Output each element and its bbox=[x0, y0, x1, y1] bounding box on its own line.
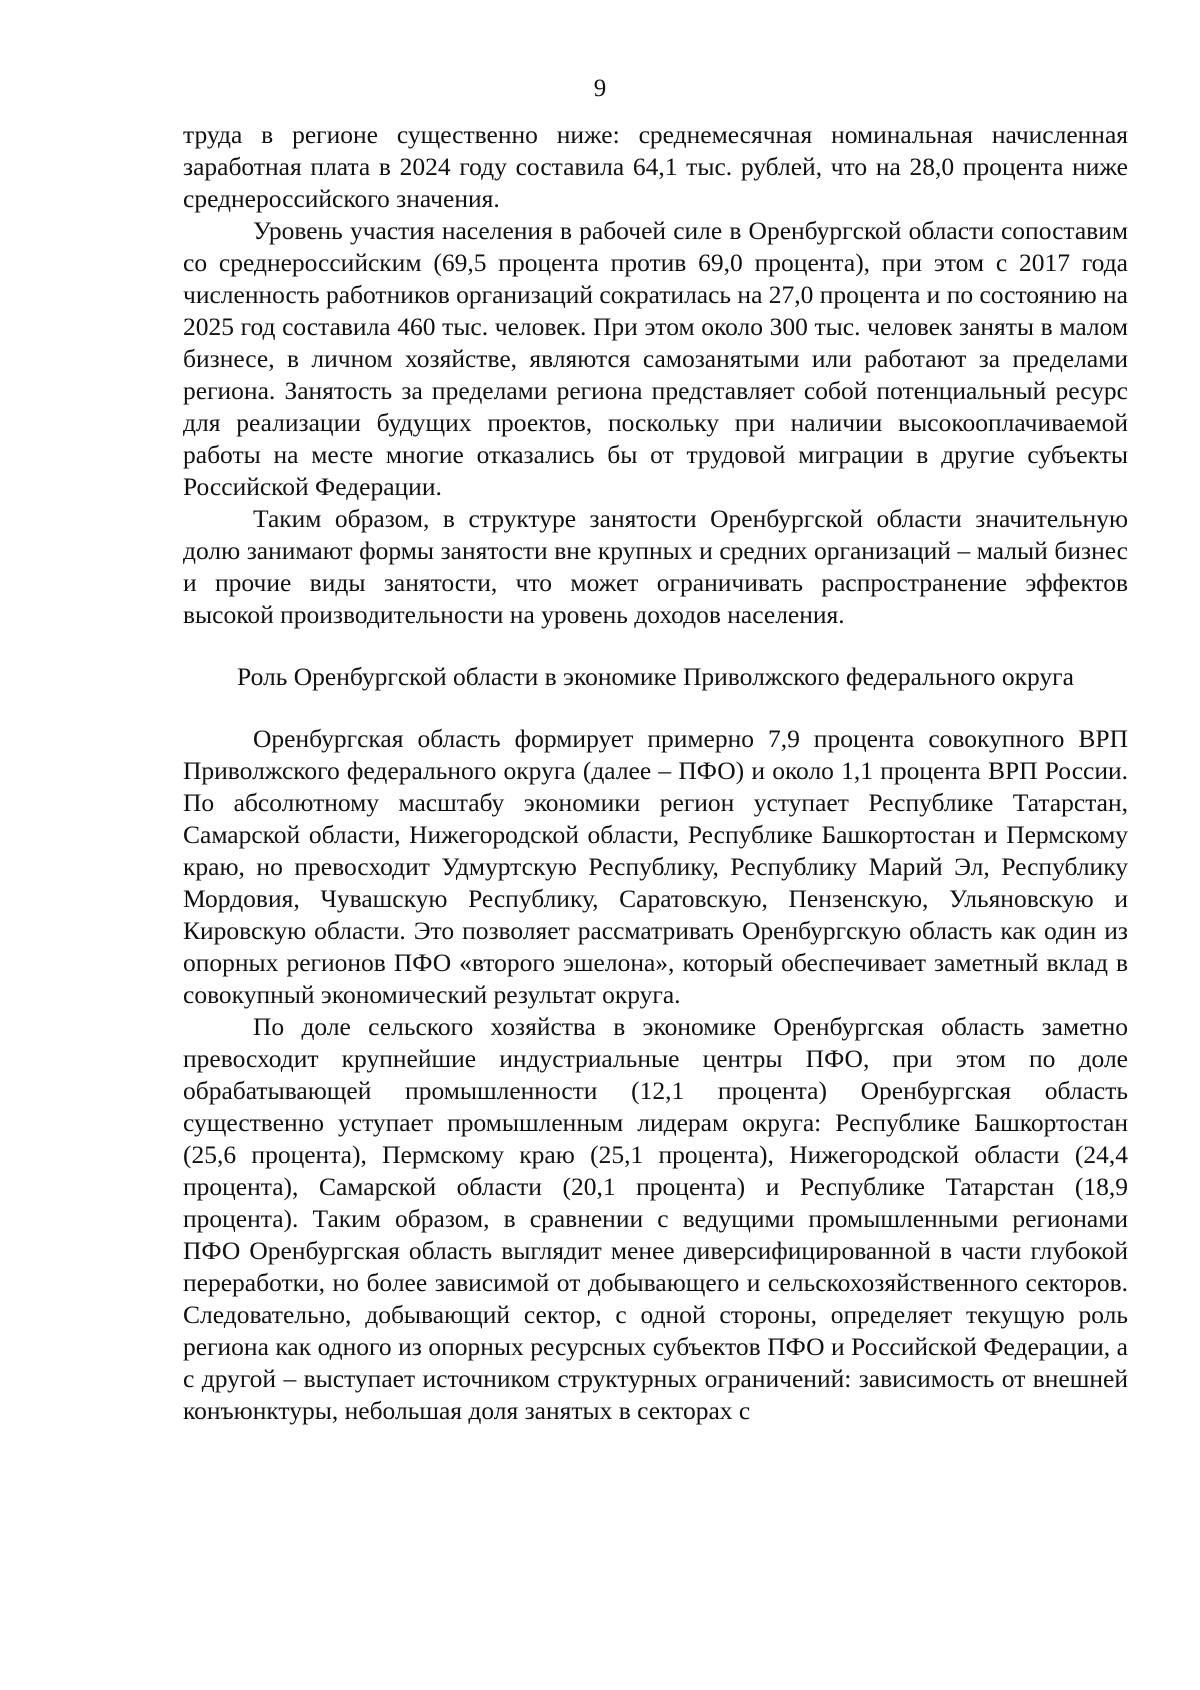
paragraph-grp-share: Оренбургская область формирует примерно 7,9 процента совокупного ВРП Приволжского федерального округа (далее – ПФО) и около 1,1 процента ВРП России. По абсолютному масштабу экономики регион уступает Республике Татарстан, Самарской области, Нижегородской области, Республике Башкортостан и Пермскому краю, но превосходит Удмуртскую Республику, Республику Марий Эл, Республику Мордовия, Чувашскую Республику, Саратовскую, Пензенскую, Ульяновскую и Кировскую области. Это позволяет рассматривать Оренбургскую область как один из опорных регионов ПФО «второго эшелона», который обеспечивает заметный вклад в совокупный экономический результат округа. bbox=[183, 724, 1128, 1009]
page-number: 9 bbox=[593, 75, 607, 102]
paragraph-employment-structure: Таким образом, в структуре занятости Оренбургской области значительную долю занимают формы занятости вне крупных и средних организаций – малый бизнес и прочие виды занятости, что может ограничивать распространение эффектов высокой производительности на уровень доходов населения. bbox=[183, 504, 1128, 629]
paragraph-wages: труда в регионе существенно ниже: среднемесячная номинальная начисленная заработная плата в 2024 году составила 64,1 тыс. рублей, что на 28,0 процента ниже среднероссийского значения. bbox=[183, 120, 1128, 213]
document-body bbox=[183, 119, 1128, 1427]
section-heading: Роль Оренбургской области в экономике Приволжского федерального округа bbox=[237, 662, 1074, 691]
paragraph-agriculture-industry: По доле сельского хозяйства в экономике Оренбургская область заметно превосходит крупнейшие индустриальные центры ПФО, при этом по доле обрабатывающей промышленности (12,1 процента) Оренбургская область существенно уступает промышленным лидерам округа: Республике Башкортостан (25,6 процента), Пермскому краю (25,1 процента), Нижегородской области (24,4 процента), Самарской области (20,1 процента) и Республике Татарстан (18,9 процента). Таким образом, в сравнении с ведущими промышленными регионами ПФО Оренбургская область выглядит менее диверсифицированной в части глубокой переработки, но более зависимой от добывающего и сельскохозяйственного секторов. Следовательно, добывающий сектор, с одной стороны, определяет текущую роль региона как одного из опорных ресурсных субъектов ПФО и Российской Федерации, а с другой – выступает источником структурных ограничений: зависимость от внешней конъюнктуры, небольшая доля занятых в секторах с bbox=[183, 1012, 1128, 1425]
paragraph-labor-participation: Уровень участия населения в рабочей силе в Оренбургской области сопоставим со среднероссийским (69,5 процента против 69,0 процента), при этом с 2017 года численность работников организаций сократилась на 27,0 процента и по состоянию на 2025 год составила 460 тыс. человек. При этом около 300 тыс. человек заняты в малом бизнесе, в личном хозяйстве, являются самозанятыми или работают за пределами региона. Занятость за пределами региона представляет собой потенциальный ресурс для реализации будущих проектов, поскольку при наличии высокооплачиваемой работы на месте многие отказались бы от трудовой миграции в другие субъекты Российской Федерации. bbox=[183, 216, 1128, 501]
